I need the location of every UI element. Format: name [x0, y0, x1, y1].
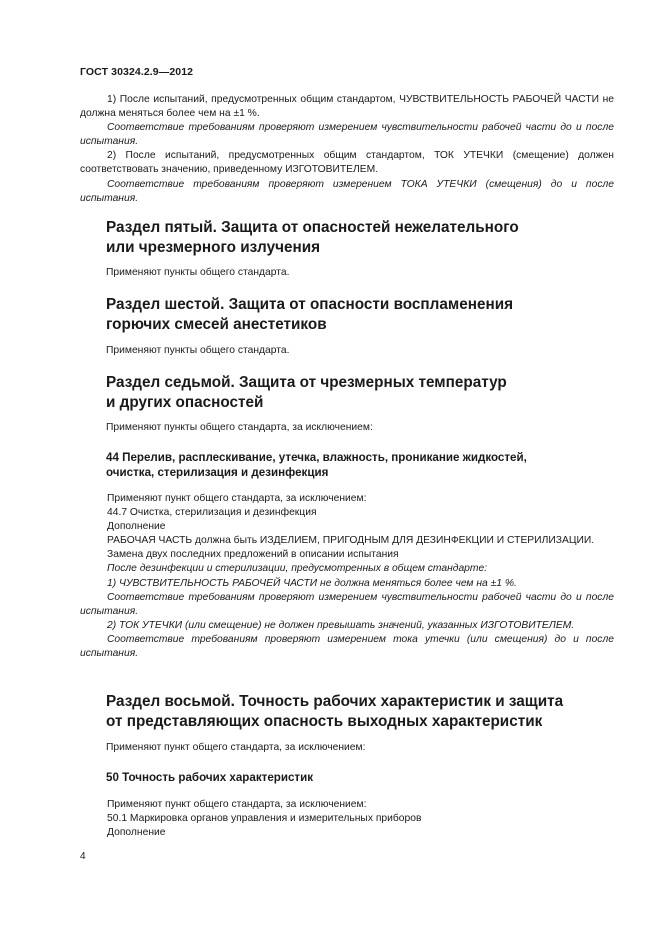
section7-title-line1: Раздел седьмой. Защита от чрезмерных температур	[106, 374, 507, 391]
section5-title-line2: или чрезмерного излучения	[106, 239, 321, 256]
section6-title-line1: Раздел шестой. Защита от опасности воспламенения	[106, 296, 514, 313]
intro-paragraph-2: Соответствие требованиям проверяют измерением чувствительности рабочей части до и после испытания.	[80, 122, 614, 148]
section8-title-line2: от представляющих опасность выходных характеристик	[106, 713, 543, 730]
clause44-heading	[106, 450, 616, 480]
intro-paragraph-4: Соответствие требованиям проверяют измерением ТОКА УТЕЧКИ (смещения) до и после испытания.	[80, 178, 614, 204]
section5-title-line1: Раздел пятый. Защита от опасностей нежелательного	[106, 219, 519, 236]
section6-title-line2: горючих смесей анестетиков	[106, 316, 327, 333]
intro-paragraph-1: 1) После испытаний, предусмотренных общим стандартом, ЧУВСТВИТЕЛЬНОСТЬ РАБОЧЕЙ ЧАСТИ не должна меняться более чем на ±1 %.	[80, 94, 614, 120]
page-number: 4	[80, 851, 86, 862]
clause44-check-2: Соответствие требованиям проверяют измерением тока утечки (или смещения) до и после испытания.	[80, 633, 614, 660]
clause44-line-1: Применяют пункт общего стандарта, за исключением:	[107, 493, 367, 504]
clause44-title-line1: 44 Перелив, расплескивание, утечка, влажность, проникание жидкостей,	[106, 451, 527, 464]
clause44-item-2: 2) ТОК УТЕЧКИ (или смещение) не должен превышать значений, указанных ИЗГОТОВИТЕЛЕМ.	[107, 619, 575, 631]
clause44-line-3: Дополнение	[107, 521, 166, 533]
clause50-line-2: 50.1 Маркировка органов управления и измерительных приборов	[107, 813, 422, 825]
clause44-title-line2: очистка, стерилизация и дезинфекция	[106, 466, 329, 479]
clause50-body	[80, 798, 614, 840]
intro-paragraph-3: 2) После испытаний, предусмотренных общим стандартом, ТОК УТЕЧКИ (смещение) должен соответствовать значению, приведенному ИЗГОТОВИТЕЛЕМ.	[80, 150, 614, 176]
document-header: ГОСТ 30324.2.9—2012	[80, 66, 194, 78]
section8-title-line1: Раздел восьмой. Точность рабочих характеристик и защита	[106, 693, 564, 710]
clause44-check-1: Соответствие требованиям проверяют измерением чувствительности рабочей части до и после испытания.	[80, 591, 614, 617]
section7-title-line2: и других опасностей	[106, 394, 264, 411]
section6-applies: Применяют пункты общего стандарта.	[106, 345, 290, 356]
intro-block	[80, 93, 614, 206]
clause44-line-2: 44.7 Очистка, стерилизация и дезинфекция	[107, 507, 317, 519]
section5-heading	[106, 218, 626, 258]
section5-applies: Применяют пункты общего стандарта.	[106, 267, 290, 278]
section8-applies: Применяют пункт общего стандарта, за исключением:	[106, 742, 366, 753]
section8-heading	[106, 692, 626, 732]
clause44-replace: Замена двух последних предложений в описании испытания	[107, 549, 399, 561]
clause50-line-3: Дополнение	[107, 827, 166, 839]
section6-heading	[106, 295, 626, 335]
section7-heading	[106, 373, 626, 413]
clause44-body	[80, 492, 614, 661]
clause50-line-1: Применяют пункт общего стандарта, за исключением:	[107, 799, 367, 810]
section7-applies: Применяют пункты общего стандарта, за исключением:	[106, 422, 373, 433]
clause44-working-part: РАБОЧАЯ ЧАСТЬ должна быть ИЗДЕЛИЕМ, ПРИГОДНЫМ ДЛЯ ДЕЗИНФЕКЦИИ И СТЕРИЛИЗАЦИИ.	[107, 535, 595, 547]
clause50-heading: 50 Точность рабочих характеристик	[106, 771, 314, 784]
clause44-item-1: 1) ЧУВСТВИТЕЛЬНОСТЬ РАБОЧЕЙ ЧАСТИ не должна меняться более чем на ±1 %.	[107, 577, 517, 589]
clause44-after: После дезинфекции и стерилизации, предусмотренных в общем стандарте:	[107, 563, 488, 575]
